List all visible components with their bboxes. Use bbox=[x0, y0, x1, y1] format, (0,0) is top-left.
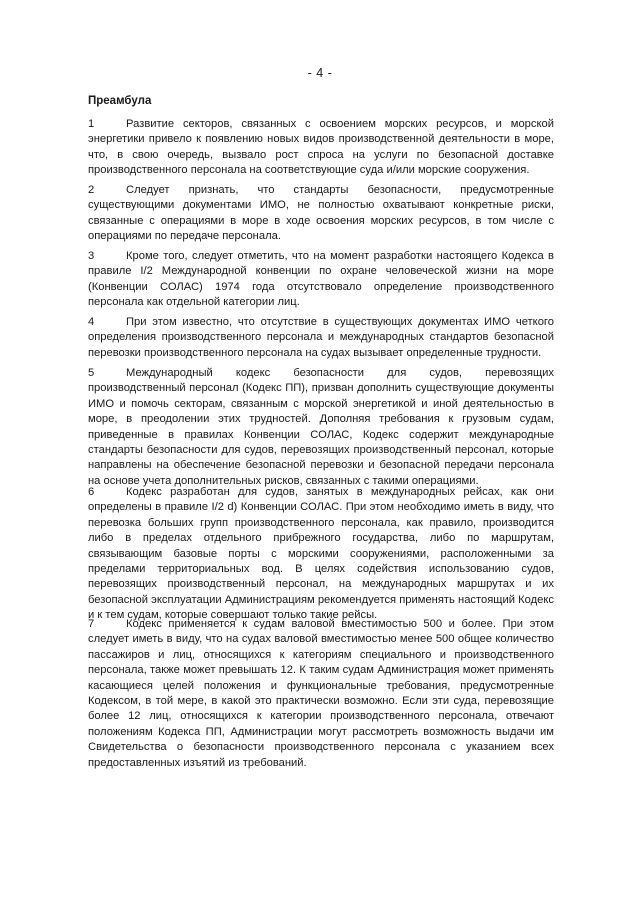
paragraph-text: Следует признать, что стандарты безопасности, предусмотренные существующими документами ИМО, не полностью охватывают конкретные риски, связанные с операциями в море в ходе освоения морских ресурсов, в том числе с операциями по передаче персонала. bbox=[88, 184, 554, 243]
paragraph-number: 4 bbox=[88, 316, 95, 328]
paragraph-number: 5 bbox=[88, 367, 95, 379]
paragraph-number: 3 bbox=[88, 250, 95, 262]
paragraph-number: 1 bbox=[88, 118, 95, 130]
paragraph-number: 7 bbox=[88, 618, 95, 630]
paragraph-text: Кроме того, следует отметить, что на момент разработки настоящего Кодекса в правиле I/2 Международной конвенции по охране человеческой жизни на море (Конвенции СОЛАС) 1974 года отсутствовало определение производственного персонала как отдельной категории лиц. bbox=[88, 250, 554, 309]
paragraph-7 bbox=[88, 617, 554, 771]
paragraph-text: При этом известно, что отсутствие в существующих документах ИМО четкого определения производственного персонала и международных стандартов безопасной перевозки производственного персонала на судах вызывает определенные трудности. bbox=[88, 316, 554, 359]
section-heading: Преамбула bbox=[88, 95, 152, 107]
page-number: - 4 - bbox=[307, 66, 333, 80]
paragraph-1 bbox=[88, 117, 554, 179]
paragraph-text: Кодекс применяется к судам валовой вместимостью 500 и более. При этом следует иметь в виду, что на судах валовой вместимостью менее 500 общее количество пассажиров и лиц, относящихся к категориям специального и производственного персонала, также может превышать 12. К таким судам Администрация может применять касающиеся целей положения и функциональные требования, предусмотренные Кодексом, в той мере, в какой это практически возможно. Если эти суда, перевозящие более 12 лиц, относящихся к категории производственного персонала, отвечают положениям Кодекса ПП, Администрации могут рассмотреть возможность выдачи им Свидетельства о безопасности производственного персонала с указанием всех предоставленных изъятий из требований. bbox=[88, 618, 554, 769]
paragraph-number: 2 bbox=[88, 184, 95, 196]
paragraph-4 bbox=[88, 315, 554, 361]
paragraph-2 bbox=[88, 183, 554, 245]
paragraph-text: Кодекс разработан для судов, занятых в международных рейсах, как они определены в правиле I/2 d) Конвенции СОЛАС. При этом необходимо иметь в виду, что перевозка больших групп производственного персонала, как правило, производится либо в пределах отдельного прибрежного государства, либо по маршрутам, связывающим базовые порты с морскими сооружениями, расположенными за пределами территориальных вод. В целях содействия использованию судов, перевозящих производственный персонал, на международных маршрутах и их безопасной эксплуатации Администрациям рекомендуется применять настоящий Кодекс и к тем судам, которые совершают только такие рейсы. bbox=[88, 486, 554, 622]
paragraph-text: Развитие секторов, связанных с освоением морских ресурсов, и морской энергетики привело к появлению новых видов производственной деятельности в море, что, в свою очередь, вызвало рост спроса на услуги по безопасной доставке производственного персонала на соответствующие суда и/или морские сооружения. bbox=[88, 118, 554, 177]
paragraph-6 bbox=[88, 485, 554, 624]
paragraph-3 bbox=[88, 249, 554, 311]
paragraph-text: Международный кодекс безопасности для судов, перевозящих производственный персонал (Кодекс ПП), призван дополнить существующие документы ИМО и помочь секторам, связанным с морской энергетикой и иной деятельностью в море, в преодолении этих трудностей. Дополняя требования к грузовым судам, приведенные в правилах Конвенции СОЛАС, Кодекс содержит международные стандарты безопасности для судов, перевозящих производственный персонал, которые направлены на обеспечение безопасной перевозки и безопасной передачи персонала на основе учета дополнительных рисков, связанных с такими операциями. bbox=[88, 367, 554, 487]
paragraph-number: 6 bbox=[88, 486, 95, 498]
paragraph-5 bbox=[88, 366, 554, 489]
